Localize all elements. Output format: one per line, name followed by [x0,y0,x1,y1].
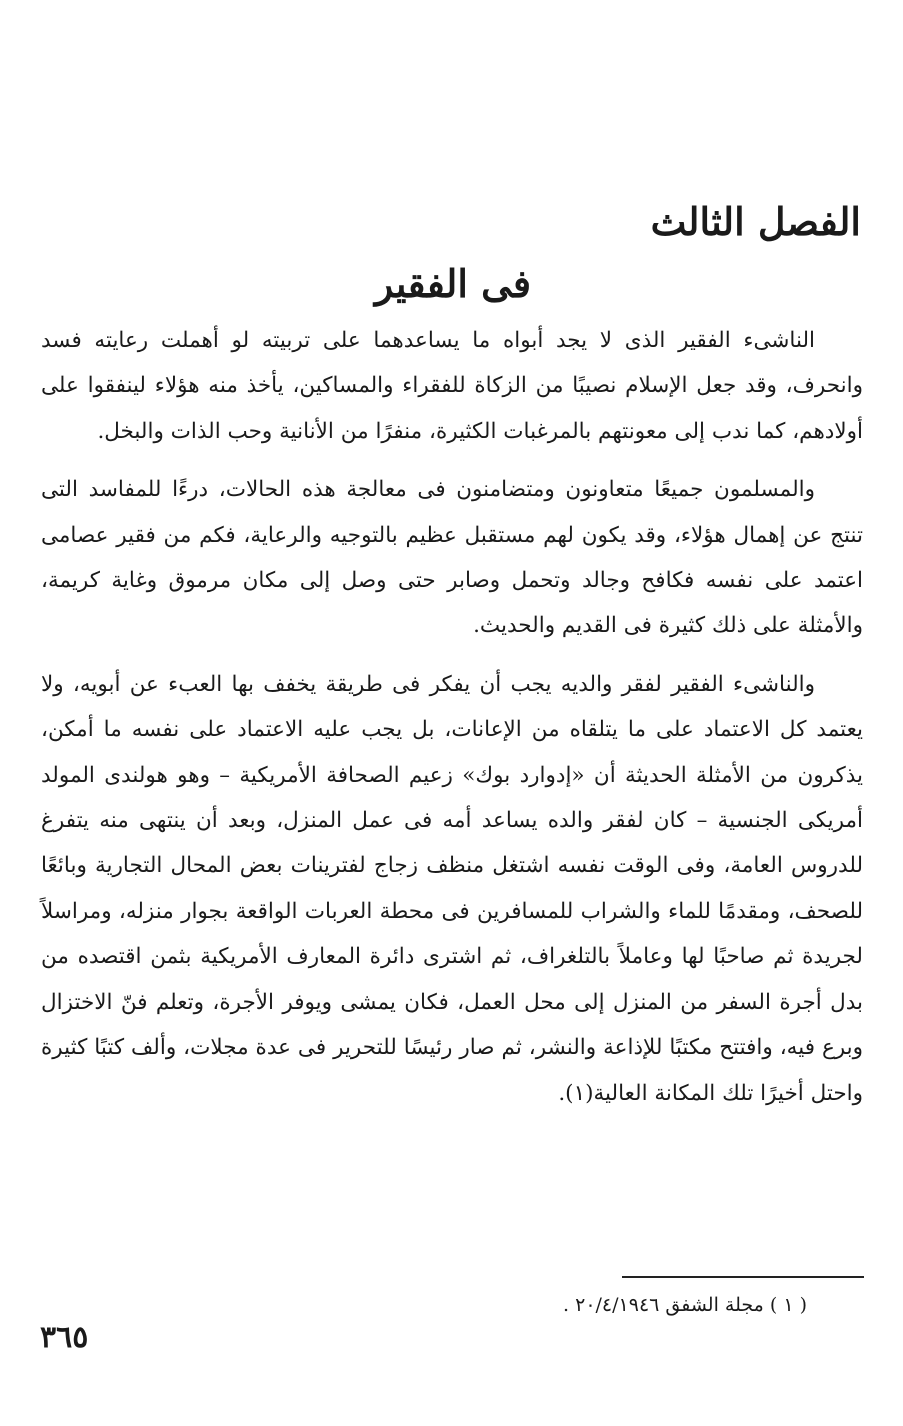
paragraph-2: والمسلمون جميعًا متعاونون ومتضامنون فى معالجة هذه الحالات، درءًا للمفاسد التى تنتج عن إهمال هؤلاء، وقد يكون لهم مستقبل عظيم بالتوجيه والرعاية، فكم من فقير عصامى اعتمد على نفسه فكافح وجالد وتحمل وصابر حتى وصل إلى مكان مرموق وغاية كريمة، والأمثلة على ذلك كثيرة فى القديم والحديث. [41,477,863,639]
body-text [41,318,863,1129]
paragraph-3: والناشىء الفقير لفقر والديه يجب أن يفكر فى طريقة يخفف بها العبء عن أبويه، ولا يعتمد كل الاعتماد على ما يتلقاه من الإعانات، بل يجب عليه الاعتماد على نفسه ما أمكن، يذكرون من الأمثلة الحديثة أن «إدوارد بوك» زعيم الصحافة الأمريكية – وهو هولندى المولد أمريكى الجنسية – كان لفقر والده يساعد أمه فى عمل المنزل، وبعد أن ينتهى منه يتفرغ للدروس العامة، وفى الوقت نفسه اشتغل منظف زجاج لفترينات بعض المحال التجارية وبائعًا للصحف، ومقدمًا للماء والشراب للمسافرين فى محطة العربات الواقعة بجوار منزله، ومراسلاً لجريدة ثم صاحبًا لها وعاملاً بالتلغراف، ثم اشترى دائرة المعارف الأمريكية بثمن اقتصده من بدل أجرة السفر من المنزل إلى محل العمل، فكان يمشى ويوفر الأجرة، وتعلم فنّ الاختزال وبرع فيه، وافتتح مكتبًا للإذاعة والنشر، ثم صار رئيسًا للتحرير فى عدة مجلات، وألف كتبًا كثيرة واحتل أخيرًا تلك المكانة العالية(١). [41,671,863,1106]
chapter-title: الفصل الثالث [650,199,861,244]
footnote: ( ١ ) مجلة الشفق ٢٠/٤/١٩٤٦ . [563,1294,807,1316]
footnote-divider [622,1276,864,1278]
page-number: ٣٦٥ [40,1320,89,1355]
section-title: فى الفقير [374,261,531,306]
paragraph-1: الناشىء الفقير الذى لا يجد أبواه ما يساعدهما على تربيته لو أهملت رعايته فسد وانحرف، وقد جعل الإسلام نصيبًا من الزكاة للفقراء والمساكين، يأخذ منه هؤلاء لينفقوا على أولادهم، كما ندب إلى معونتهم بالمرغبات الكثيرة، منفرًا من الأنانية وحب الذات والبخل. [41,328,863,444]
